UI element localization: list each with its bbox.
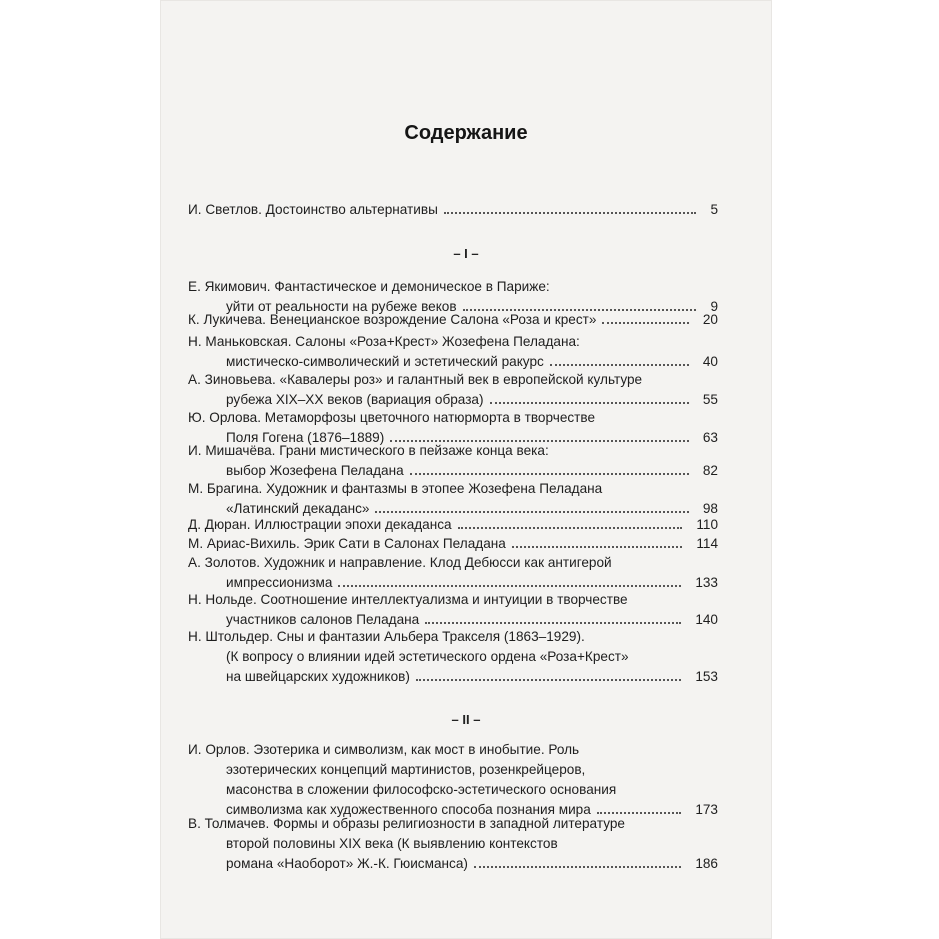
toc-title-text: «Кавалеры роз» и галантный век в европейской культуре (279, 372, 643, 387)
toc-title-text: масонства в сложении философско-эстетического основания (226, 782, 617, 797)
toc-entry[interactable] (188, 627, 718, 687)
toc-author: И. Орлов. (188, 742, 250, 757)
leader-dots (410, 472, 689, 475)
leader-dots (458, 526, 683, 529)
toc-entry-line (188, 332, 718, 352)
leader-dots (444, 211, 697, 214)
toc-title-text: «Латинский декаданс» (226, 501, 370, 516)
page-number: 98 (702, 501, 718, 516)
leader-dots (490, 401, 689, 404)
toc-title-text: Формы и образы религиозности в западной литературе (273, 816, 625, 831)
toc-title-text: выбор Жозефена Пеладана (226, 463, 404, 478)
toc-entry-line (188, 277, 718, 297)
section-divider: – II – (451, 712, 481, 727)
toc-entry[interactable] (188, 740, 718, 820)
toc-entry-line (188, 647, 718, 667)
toc-entry[interactable] (188, 441, 718, 481)
toc-entry[interactable] (188, 370, 718, 410)
toc-entry-line (188, 200, 718, 220)
toc-title-text: Поля Гогена (1876–1889) (226, 430, 385, 445)
page-number: 5 (710, 202, 718, 217)
toc-author: Н. Маньковская. (188, 334, 292, 349)
toc-title-text: Иллюстрации эпохи декаданса (254, 517, 452, 532)
toc-author: Е. Якимович. (188, 279, 271, 294)
leader-dots (338, 584, 681, 587)
toc-author: Н. Штольдер. (188, 629, 274, 644)
toc-title-text: Эрик Сати в Салонах Пеладана (303, 536, 506, 551)
toc-title-text: романа «Наоборот» Ж.-К. Гюисманса) (226, 856, 468, 871)
toc-entry-line (188, 760, 718, 780)
toc-title-text: Соотношение интеллектуализма и интуиции в творчестве (260, 592, 628, 607)
toc-entry-line (188, 627, 718, 647)
section-divider: – I – (453, 246, 479, 261)
toc-title-text: второй половины XIX века (К выявлению контекстов (226, 836, 558, 851)
toc-title-text: символизма как художественного способа познания мира (226, 802, 591, 817)
toc-entry-line (188, 370, 718, 390)
toc-entry-line (188, 352, 718, 372)
toc-entry-line (188, 479, 718, 499)
toc-entry[interactable] (188, 332, 718, 372)
toc-entry-line (188, 590, 718, 610)
leader-dots (550, 363, 689, 366)
toc-title-text: на швейцарских художников) (226, 669, 410, 684)
toc-entry-line (188, 740, 718, 760)
page-number: 133 (695, 575, 718, 590)
page-number: 63 (702, 430, 718, 445)
toc-author: А. Золотов. (188, 555, 261, 570)
page-number: 82 (702, 463, 718, 478)
toc-entry-line (188, 408, 718, 428)
toc-title-text: импрессионизма (226, 575, 333, 590)
toc-author: И. Светлов. (188, 202, 262, 217)
page-number: 173 (695, 802, 718, 817)
toc-entry-line (188, 553, 718, 573)
toc-title-text: Художник и направление. Клод Дебюсси как антигерой (263, 555, 612, 570)
page-number: 9 (710, 299, 718, 314)
leader-dots (512, 545, 682, 548)
toc-author: А. Зиновьева. (188, 372, 276, 387)
page-title: Содержание (404, 122, 528, 144)
toc-entry[interactable] (188, 479, 718, 519)
toc-author: М. Брагина. (188, 481, 263, 496)
page-number: 55 (702, 392, 718, 407)
toc-entry-line (188, 834, 718, 854)
toc-entry-line (188, 814, 718, 834)
page-number: 110 (696, 517, 718, 532)
toc-author: В. Толмачев. (188, 816, 270, 831)
toc-entry-line (188, 461, 718, 481)
toc-entry[interactable] (188, 310, 718, 330)
toc-entry-line (188, 780, 718, 800)
toc-author: К. Лукичева. (188, 312, 266, 327)
toc-title-text: рубежа XIX–XX веков (вариация образа) (226, 392, 484, 407)
toc-author: И. Мишачёва. (188, 443, 276, 458)
leader-dots (375, 510, 688, 513)
page-number: 40 (702, 354, 718, 369)
toc-entry-line (188, 515, 718, 535)
leader-dots (425, 621, 681, 624)
leader-dots (474, 865, 681, 868)
toc-entry[interactable] (188, 553, 718, 593)
toc-title-text: Достоинство альтернативы (265, 202, 438, 217)
page-number: 114 (696, 536, 718, 551)
toc-title-text: Салоны «Роза+Крест» Жозефена Пеладана: (295, 334, 580, 349)
leader-dots (602, 321, 688, 324)
toc-entry-line (188, 310, 718, 330)
page-number: 153 (695, 669, 718, 684)
toc-entry[interactable] (188, 515, 718, 535)
toc-author: Н. Нольде. (188, 592, 257, 607)
leader-dots (416, 678, 681, 681)
book-page (160, 0, 772, 939)
page-number: 20 (702, 312, 718, 327)
toc-entry-line (188, 854, 718, 874)
toc-entry[interactable] (188, 200, 718, 220)
toc-entry-line (188, 441, 718, 461)
toc-title-text: Венецианское возрождение Салона «Роза и крест» (269, 312, 597, 327)
toc-entry-line (188, 534, 718, 554)
toc-entry[interactable] (188, 590, 718, 630)
toc-title-text: Эзотерика и символизм, как мост в инобытие. Роль (253, 742, 580, 757)
toc-author: Д. Дюран. (188, 517, 251, 532)
toc-title-text: участников салонов Пеладана (226, 612, 420, 627)
toc-title-text: (К вопросу о влиянии идей эстетического ордена «Роза+Крест» (226, 649, 629, 664)
toc-title-text: уйти от реальности на рубеже веков (226, 299, 457, 314)
toc-title-text: эзотерических концепций мартинистов, розенкрейцеров, (226, 762, 586, 777)
toc-author: Ю. Орлова. (188, 410, 262, 425)
toc-entry[interactable] (188, 534, 718, 554)
toc-title-text: мистическо-символический и эстетический ракурс (226, 354, 544, 369)
toc-author: М. Ариас-Вихиль. (188, 536, 300, 551)
page-number: 140 (695, 612, 718, 627)
toc-title-text: Метаморфозы цветочного натюрморта в творчестве (264, 410, 596, 425)
toc-title-text: Грани мистического в пейзаже конца века: (279, 443, 549, 458)
toc-entry-line (188, 390, 718, 410)
toc-title-text: Фантастическое и демоническое в Париже: (274, 279, 550, 294)
toc-title-text: Художник и фантазмы в этопее Жозефена Пеладана (266, 481, 603, 496)
toc-title-text: Сны и фантазии Альбера Тракселя (1863–1929). (276, 629, 585, 644)
page-number: 186 (695, 856, 718, 871)
toc-entry[interactable] (188, 814, 718, 874)
toc-entry-line (188, 667, 718, 687)
